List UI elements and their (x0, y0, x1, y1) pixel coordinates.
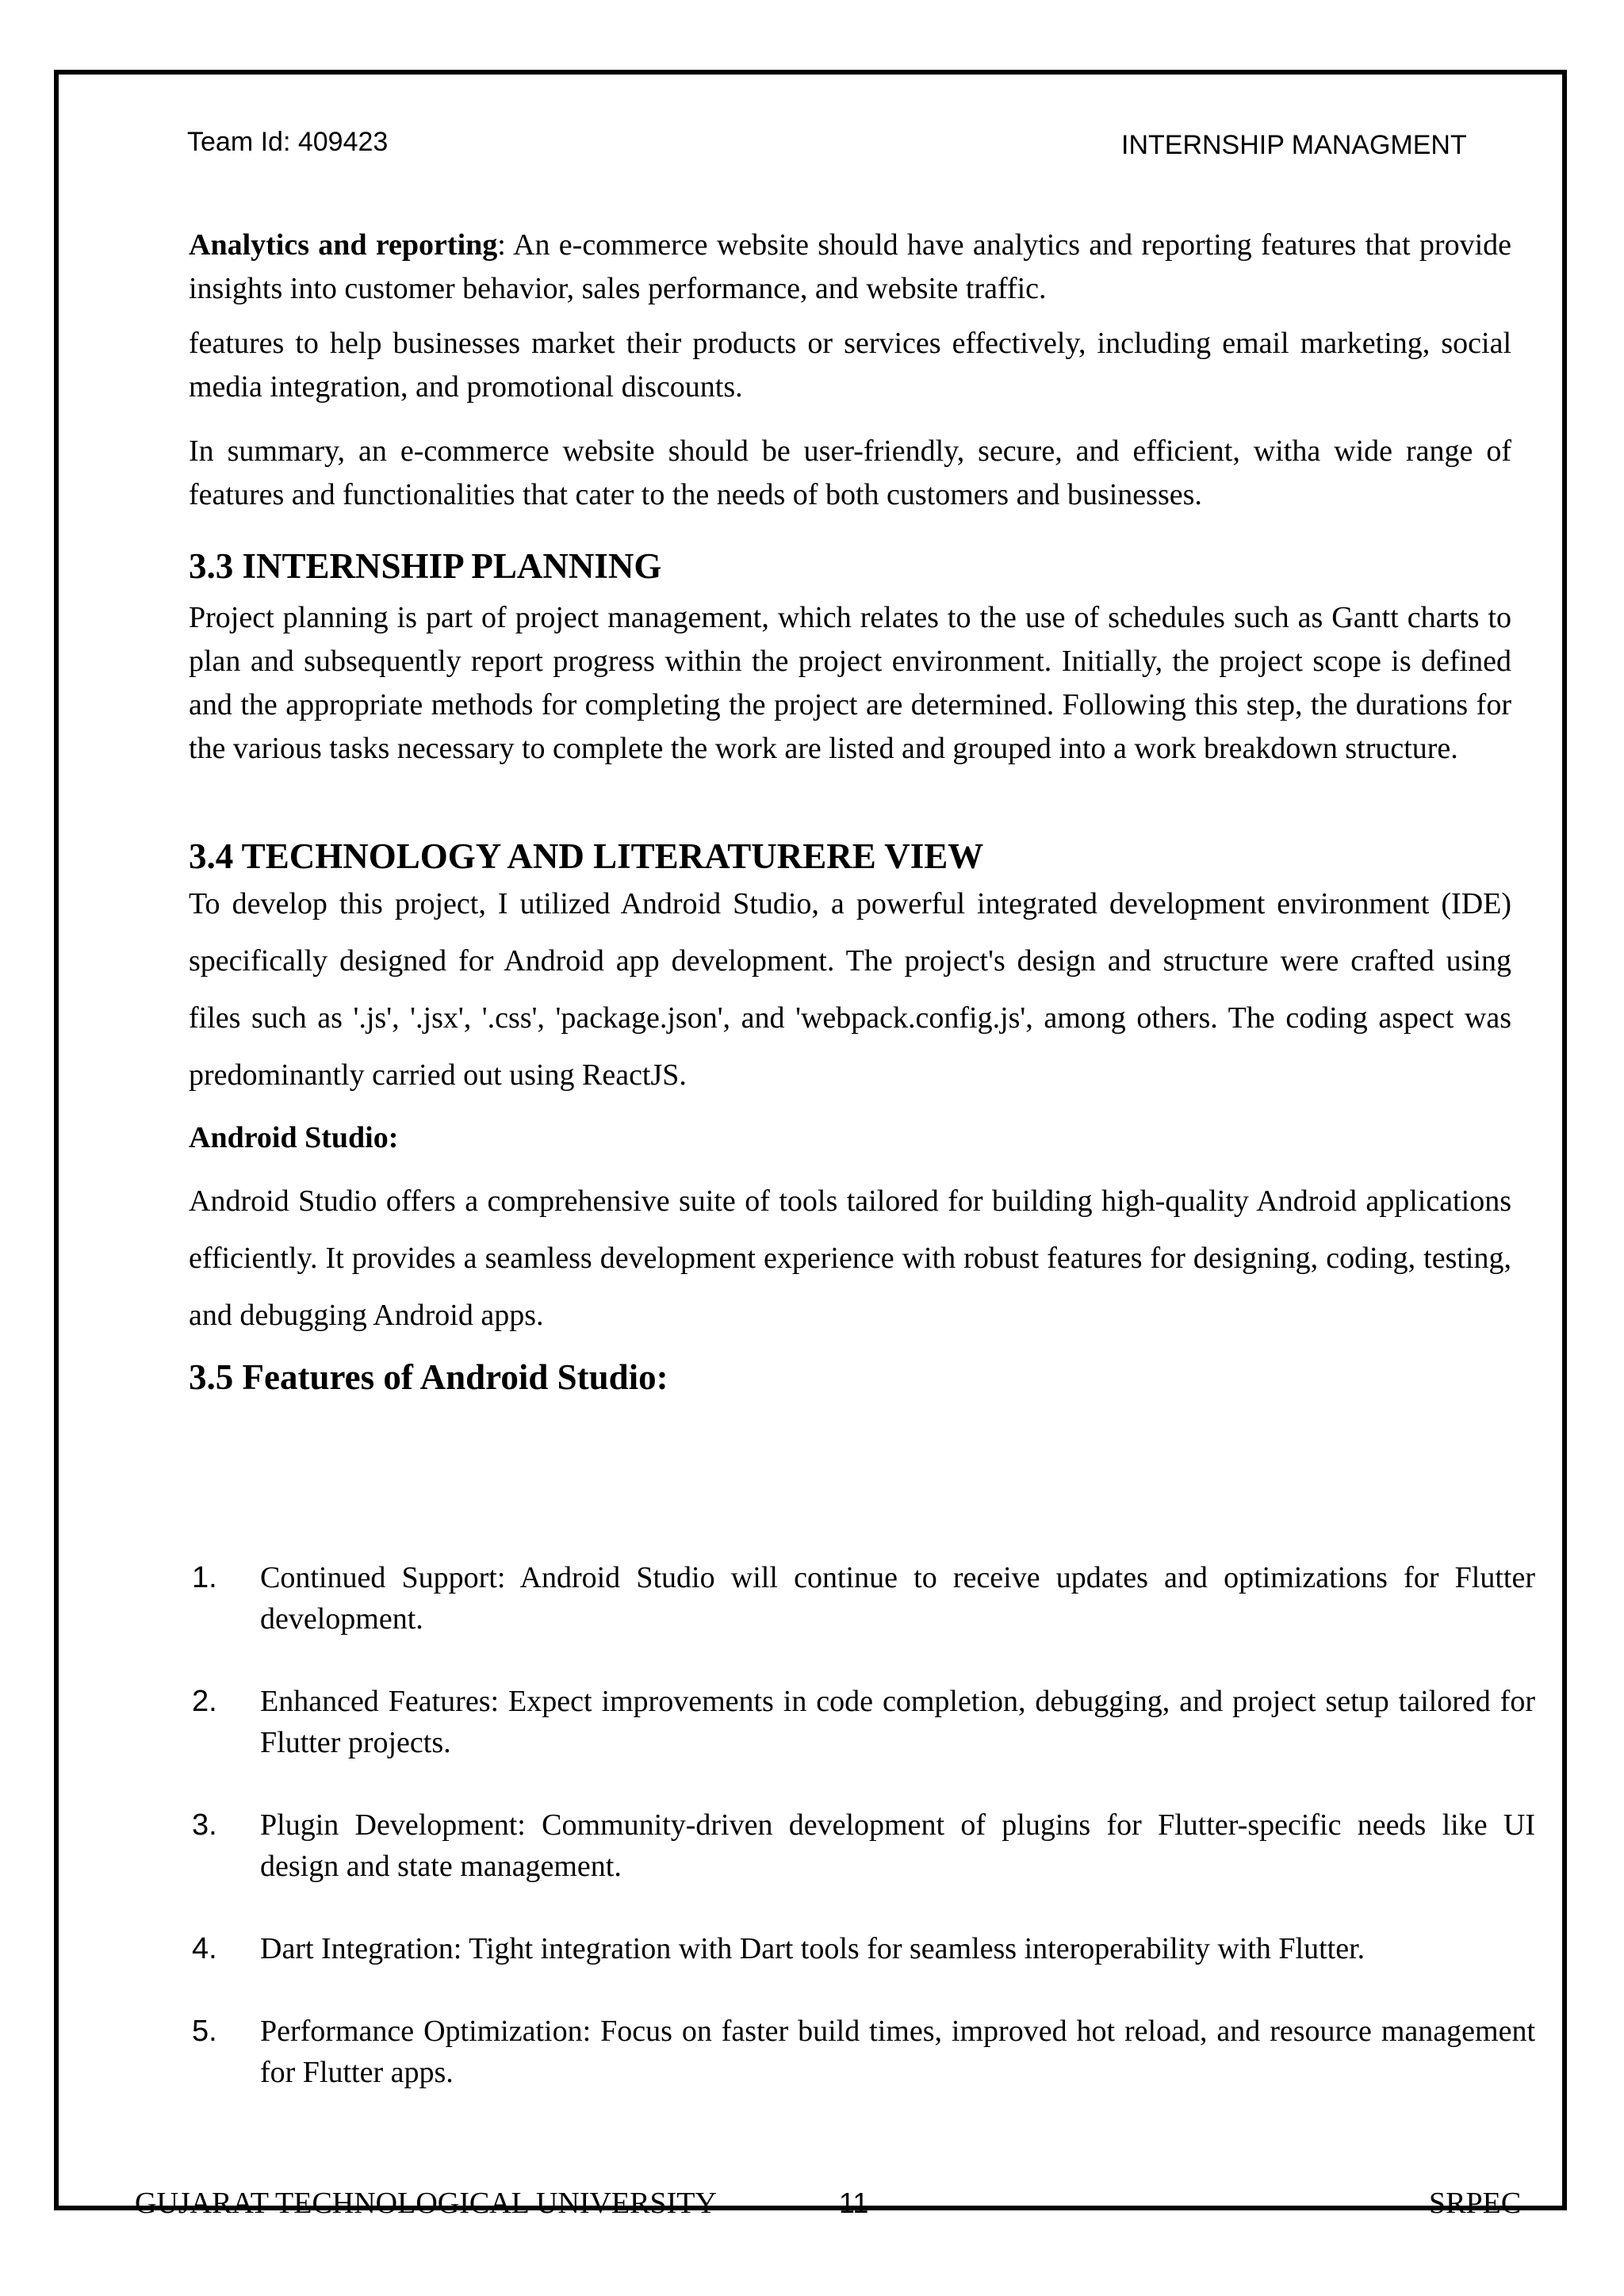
section-3-5-heading: 3.5 Features of Android Studio: (189, 1357, 668, 1397)
team-id: Team Id: 409423 (187, 127, 389, 157)
analytics-paragraph (189, 224, 1511, 311)
analytics-label: Analytics and reporting (189, 228, 498, 262)
analytics-text: : An e-commerce website should have analytics and reporting features that provide insights into customer behavior, sales performance, and website traffic. (189, 228, 1511, 305)
android-studio-body: Android Studio offers a comprehensive suite of tools tailored for building high-quality Android applications efficiently. It provides a seamless development experience with robust features for designing, coding, testing, and debugging Android apps. (189, 1184, 1511, 1332)
footer-college: SRPEC (1429, 2187, 1522, 2220)
list-item-number: 1. (192, 1561, 217, 1594)
list-item (187, 1928, 1535, 1969)
list-item-text: Enhanced Features: Expect improvements in code completion, debugging, and project setup tailored for Flutter projects. (260, 1685, 1535, 1759)
section-3-3-heading: 3.3 INTERNSHIP PLANNING (189, 546, 662, 586)
section-3-4-heading: 3.4 TECHNOLOGY AND LITERATURERE VIEW (189, 836, 984, 876)
list-item-text: Continued Support: Android Studio will continue to receive updates and optimizations for Flutter development. (260, 1561, 1535, 1636)
list-item (187, 1681, 1535, 1763)
page-content (189, 224, 1511, 1399)
list-item-text: Performance Optimization: Focus on faster build times, improved hot reload, and resource management for Flutter apps. (260, 2015, 1535, 2089)
list-item-text: Plugin Development: Community-driven development of plugins for Flutter-specific needs like UI design and state management. (260, 1808, 1535, 1883)
marketing-paragraph: features to help businesses market their products or services effectively, including email marketing, social media integration, and promotional discounts. (189, 327, 1511, 404)
list-item-number: 4. (192, 1932, 217, 1965)
summary-paragraph: In summary, an e-commerce website should be user-friendly, secure, and efficient, witha wide range of features and functionalities that cater to the needs of both customers and businesses. (189, 434, 1511, 511)
list-item-number: 3. (192, 1808, 217, 1842)
list-item-number: 5. (192, 2015, 217, 2048)
list-item-number: 2. (192, 1685, 217, 1718)
section-3-4-body: To develop this project, I utilized Android Studio, a powerful integrated development environment (IDE) specifically designed for Android app development. The project's design and structure were crafted using files such as '.js', '.jsx', '.css', 'package.json', and 'webpack.config.js', among others. The coding aspect was predominantly carried out using ReactJS. (189, 887, 1511, 1092)
features-list (187, 1557, 1535, 2093)
footer-university: GUJARAT TECHNOLOGICAL UNIVERSITY (135, 2187, 717, 2220)
list-item (187, 2011, 1535, 2093)
list-item (187, 1804, 1535, 1887)
project-title: INTERNSHIP MANAGMENT (1121, 130, 1467, 160)
page-number: 11 (839, 2187, 869, 2219)
list-item (187, 1557, 1535, 1640)
section-3-3-body: Project planning is part of project management, which relates to the use of schedules such as Gantt charts to plan and subsequently report progress within the project environment. Initially, the project scope is defined and the appropriate methods for completing the project are determined. Following this step, the durations for the various tasks necessary to complete the work are listed and grouped into a work breakdown structure. (189, 601, 1511, 765)
android-studio-subheading: Android Studio: (189, 1121, 399, 1154)
list-item-text: Dart Integration: Tight integration with Dart tools for seamless interoperability with Flutter. (260, 1932, 1365, 1965)
